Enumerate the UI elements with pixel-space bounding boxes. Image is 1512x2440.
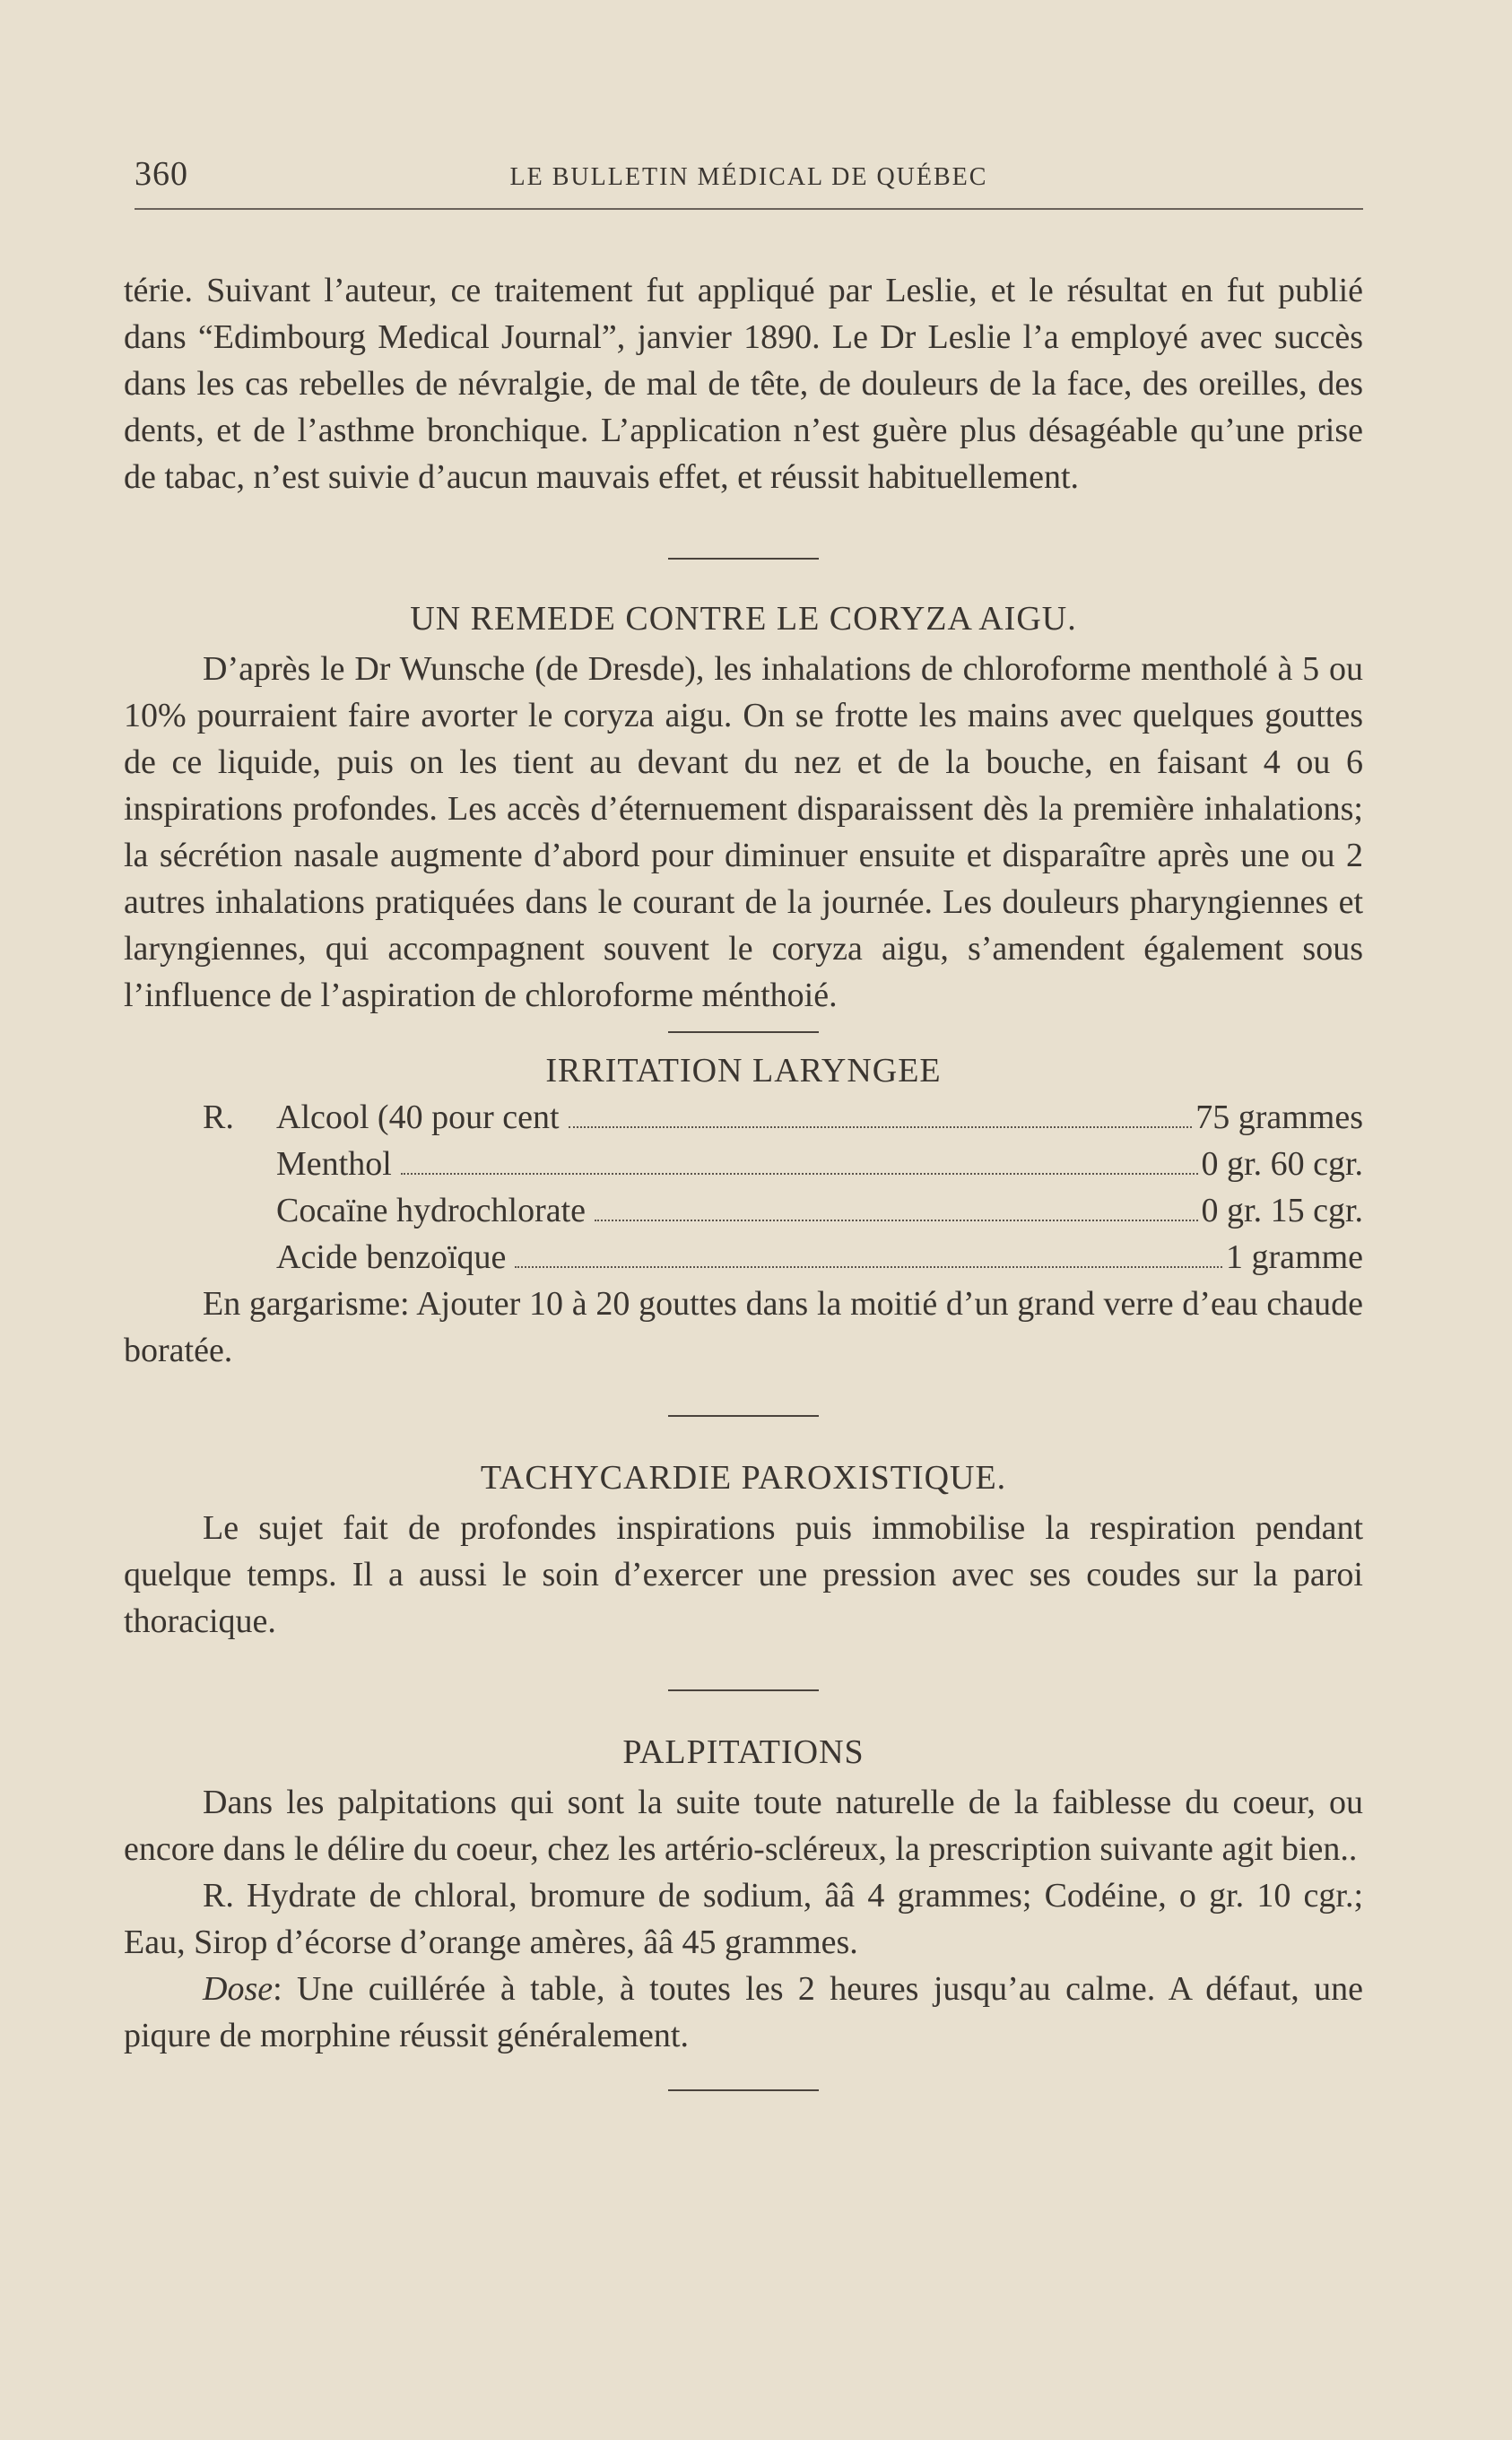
dot-leader — [515, 1265, 1222, 1268]
palpitations-prescription: R. Hydrate de chloral, bromure de sodium, ââ 4 grammes; Codéine, o gr. 10 cgr.; Eau, Sirop d’écorse d’orange amères, ââ 45 grammes. — [124, 1877, 1363, 1961]
section-divider — [668, 2089, 819, 2091]
dose-text: : Une cuillérée à table, à toutes les 2 heures jusqu’au calme. A défaut, une piqure de morphine réussit généralement. — [124, 1970, 1363, 2054]
dose-label: Dose — [203, 1970, 274, 2008]
section-title-palpitations: PALPITATIONS — [622, 1733, 865, 1771]
dot-leader — [569, 1125, 1193, 1128]
ingredient-name: Acide benzoïque — [276, 1238, 507, 1276]
ingredient-quantity: 0 gr. 60 cgr. — [1201, 1145, 1363, 1183]
section-title-tachycardie: TACHYCARDIE PAROXISTIQUE. — [480, 1459, 1007, 1497]
prescription-item — [124, 1094, 1363, 1141]
section-palpitations — [124, 1729, 1363, 2059]
tachycardie-paragraph: Le sujet fait de profondes inspirations puis immobilise la respiration pendant quelque temps. Il a aussi le soin d’exercer une pression avec ses coudes sur la paroi thoracique. — [124, 1509, 1363, 1640]
intro-paragraph: térie. Suivant l’auteur, ce traitement fut appliqué par Leslie, et le résultat en fut publié dans “Edimbourg Medical Journal”, janvier 1890. Le Dr Leslie l’a employé avec succès dans les cas rebelles de névralgie, de mal de tête, de douleurs de la face, des oreilles, des dents, et de l’asthme bronchique. L’application n’est guère plus désagéable qu’une prise de tabac, n’est suivie d’aucun mauvais effet, et réussit habituellement. — [124, 272, 1363, 496]
ingredient-name: Cocaïne hydrochlorate — [276, 1192, 587, 1229]
ingredient-quantity: 0 gr. 15 cgr. — [1201, 1192, 1363, 1229]
section-divider — [668, 1689, 819, 1691]
ingredient-quantity: 1 gramme — [1225, 1238, 1363, 1276]
section-divider — [668, 1415, 819, 1417]
section-irritation — [124, 1047, 1363, 1374]
dose-paragraph — [124, 1966, 1363, 2059]
ingredient-quantity: 75 grammes — [1195, 1098, 1363, 1136]
section-tachycardie — [124, 1454, 1363, 1645]
section-coryza — [124, 595, 1363, 1019]
page-number: 360 — [135, 155, 188, 193]
prescription-item — [124, 1187, 1363, 1234]
prescription-item — [124, 1141, 1363, 1187]
section-divider — [668, 1031, 819, 1033]
section-title-coryza: UN REMEDE CONTRE LE CORYZA AIGU. — [410, 600, 1077, 638]
gargarisme-paragraph: En gargarisme: Ajouter 10 à 20 gouttes dans la moitié d’un grand verre d’eau chaude boratée. — [124, 1285, 1363, 1369]
prescription-item — [124, 1234, 1363, 1281]
running-title: LE BULLETIN MÉDICAL DE QUÉBEC — [509, 163, 988, 191]
ingredient-name: Menthol — [276, 1145, 392, 1183]
section-divider — [668, 558, 819, 560]
article-body — [124, 267, 1363, 2091]
page-header — [135, 154, 1363, 210]
section-title-irritation: IRRITATION LARYNGEE — [545, 1052, 942, 1090]
dot-leader — [401, 1172, 1198, 1175]
rx-label: R. — [203, 1098, 234, 1136]
prescription-list — [124, 1094, 1363, 1281]
ingredient-name: Alcool (40 pour cent — [276, 1098, 560, 1136]
palpitations-paragraph: Dans les palpitations qui sont la suite toute naturelle de la faiblesse du coeur, ou encore dans le délire du coeur, chez les artério-scléreux, la prescription suivante agit bien.. — [124, 1784, 1363, 1868]
coryza-paragraph: D’après le Dr Wunsche (de Dresde), les inhalations de chloroforme mentholé à 5 ou 10% pourraient faire avorter le coryza aigu. On se frotte les mains avec quelques gouttes de ce liquide, puis on les tient au devant du nez et de la bouche, en faisant 4 ou 6 inspirations profondes. Les accès d’éternuement disparaissent dès la première inhalations; la sécrétion nasale augmente d’abord pour diminuer ensuite et disparaître après une ou 2 autres inhalations pratiquées dans le courant de la journée. Les douleurs pharyngiennes et laryngiennes, qui accompagnent souvent le coryza aigu, s’amendent également sous l’influence de l’aspiration de chloroforme ménthoié. — [124, 650, 1363, 1014]
dot-leader — [595, 1219, 1197, 1221]
